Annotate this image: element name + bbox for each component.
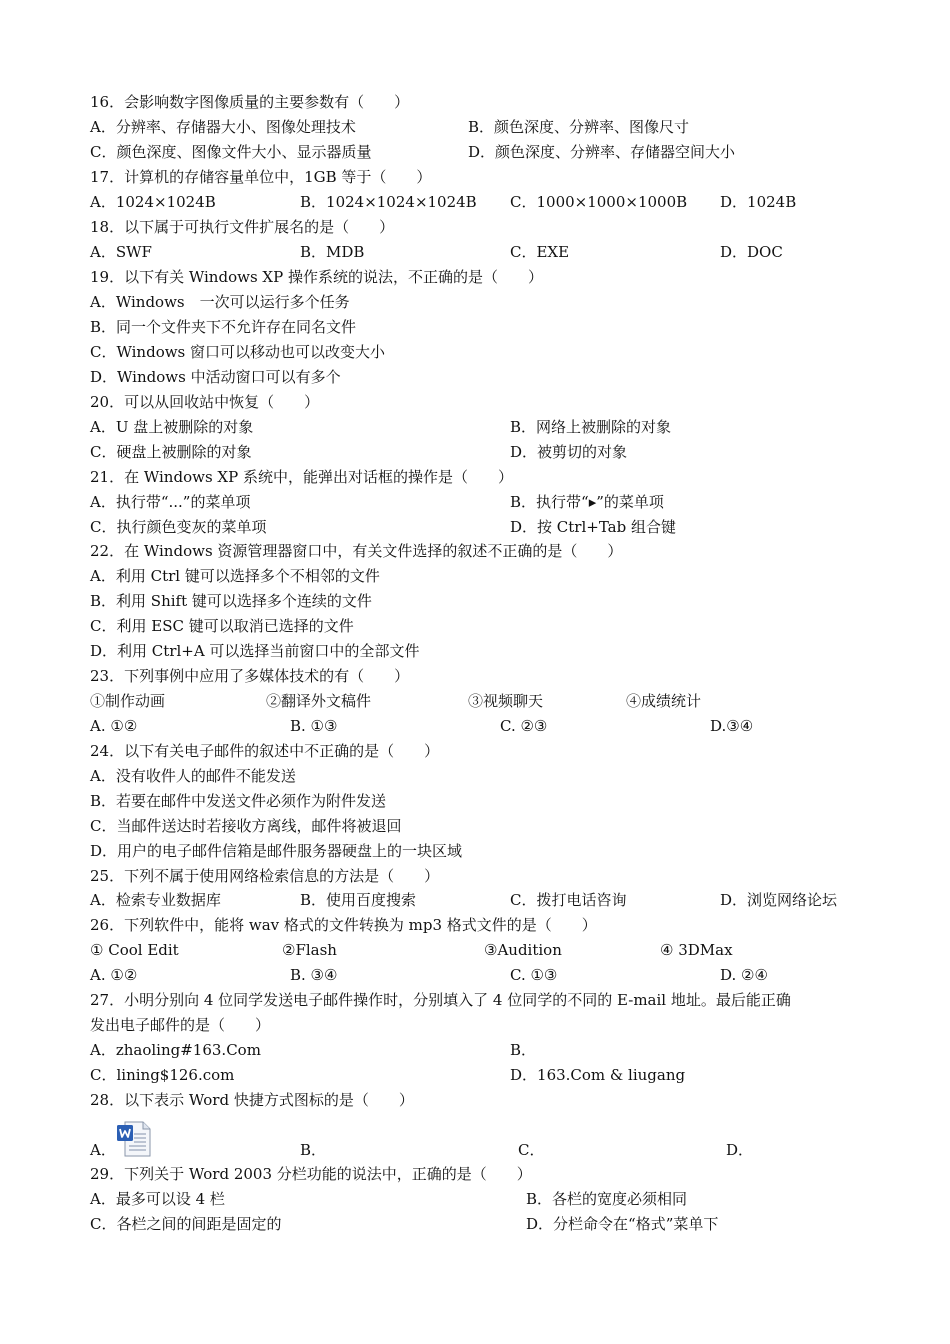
option-b: B．各栏的宽度必须相同 <box>526 1190 688 1208</box>
option-c: C. ②③ <box>500 717 548 735</box>
option-a: A．SWF <box>90 243 152 261</box>
question-25-row-1 <box>90 890 870 910</box>
word-document-icon <box>115 1120 153 1158</box>
question-19-stem: 19．以下有关 Windows XP 操作系统的说法，不正确的是（ ） <box>90 268 543 286</box>
question-23-stem: 23．下列事例中应用了多媒体技术的有（ ） <box>90 667 410 685</box>
option-a: A．执行带“...”的菜单项 <box>90 493 251 511</box>
question-27-stem-continued: 发出电子邮件的是（ ） <box>90 1016 271 1034</box>
option-c: C. ①③ <box>510 966 558 984</box>
option-d: D．Windows 中活动窗口可以有多个 <box>90 368 341 386</box>
option-b: B． <box>300 1141 327 1159</box>
option-c: C．lining$126.com <box>90 1066 235 1084</box>
option-a: A．分辨率、存储器大小、图像处理技术 <box>90 118 356 136</box>
question-23-options <box>90 716 870 736</box>
question-16-row-2 <box>90 142 870 162</box>
option-c: C．硬盘上被删除的对象 <box>90 443 252 461</box>
option-b: B. ③④ <box>290 966 338 984</box>
question-18-row-1 <box>90 242 870 262</box>
option-c: C．拨打电话咨询 <box>510 891 627 909</box>
question-26-stem: 26．下列软件中，能将 wav 格式的文件转换为 mp3 格式文件的是（ ） <box>90 916 597 934</box>
item-2: ②翻译外文稿件 <box>266 692 372 710</box>
option-d: D．浏览网络论坛 <box>720 891 838 909</box>
option-a: A．zhaoling#163.Com <box>90 1041 261 1059</box>
option-c: C．EXE <box>510 243 570 261</box>
option-a: A. ①② <box>90 717 138 735</box>
item-1: ① Cool Edit <box>90 941 179 959</box>
option-d: D．利用 Ctrl+A 可以选择当前窗口中的全部文件 <box>90 642 420 660</box>
question-26-options <box>90 965 870 985</box>
option-d: D.③④ <box>710 717 754 735</box>
question-27-row-1 <box>90 1040 870 1060</box>
option-b: B．执行带“▸”的菜单项 <box>510 493 664 511</box>
option-a: A．1024×1024B <box>90 193 216 211</box>
question-22-stem: 22．在 Windows 资源管理器窗口中，有关文件选择的叙述不正确的是（ ） <box>90 542 623 560</box>
question-29-stem: 29．下列关于 Word 2003 分栏功能的说法中，正确的是（ ） <box>90 1165 532 1183</box>
question-18-stem: 18．以下属于可执行文件扩展名的是（ ） <box>90 218 395 236</box>
option-d: D．用户的电子邮件信箱是邮件服务器硬盘上的一块区域 <box>90 842 463 860</box>
item-3: ③Audition <box>484 941 562 959</box>
question-17-stem: 17．计算机的存储容量单位中，1GB 等于（ ） <box>90 168 432 186</box>
item-4: ④成绩统计 <box>626 692 702 710</box>
option-a: A．没有收件人的邮件不能发送 <box>90 767 296 785</box>
option-c: C．颜色深度、图像文件大小、显示器质量 <box>90 143 372 161</box>
item-1: ①制作动画 <box>90 692 166 710</box>
option-b: B．利用 Shift 键可以选择多个连续的文件 <box>90 592 372 610</box>
option-d: D．按 Ctrl+Tab 组合键 <box>510 518 676 536</box>
option-b: B．网络上被删除的对象 <box>510 418 672 436</box>
option-b: B．1024×1024×1024B <box>300 193 477 211</box>
option-d: D. ②④ <box>720 966 768 984</box>
question-29-row-2 <box>90 1214 870 1234</box>
option-b: B．若要在邮件中发送文件必须作为附件发送 <box>90 792 387 810</box>
option-d: D． <box>726 1141 754 1159</box>
question-17-row-1 <box>90 192 870 212</box>
question-16-row-1 <box>90 117 870 137</box>
question-21-row-2 <box>90 517 870 537</box>
option-c: C．执行颜色变灰的菜单项 <box>90 518 267 536</box>
option-a: A. ①② <box>90 966 138 984</box>
question-20-row-2 <box>90 442 870 462</box>
option-b: B．MDB <box>300 243 365 261</box>
option-a: A．利用 Ctrl 键可以选择多个不相邻的文件 <box>90 567 380 585</box>
question-24-stem: 24．以下有关电子邮件的叙述中不正确的是（ ） <box>90 742 440 760</box>
option-b: B． <box>510 1041 537 1059</box>
question-25-stem: 25．下列不属于使用网络检索信息的方法是（ ） <box>90 867 440 885</box>
question-26-items <box>90 940 870 960</box>
option-c: C．Windows 窗口可以移动也可以改变大小 <box>90 343 386 361</box>
question-28-row-1 <box>90 1140 870 1160</box>
question-20-row-1 <box>90 417 870 437</box>
option-d: D．163.Com & liugang <box>510 1066 686 1084</box>
question-28-stem: 28．以下表示 Word 快捷方式图标的是（ ） <box>90 1091 414 1109</box>
option-c: C．当邮件送达时若接收方离线，邮件将被退回 <box>90 817 402 835</box>
option-d: D．被剪切的对象 <box>510 443 628 461</box>
option-a: A． <box>90 1141 116 1159</box>
option-b: B. ①③ <box>290 717 338 735</box>
item-4: ④ 3DMax <box>660 941 733 959</box>
question-23-items <box>90 691 870 711</box>
question-29-row-1 <box>90 1189 870 1209</box>
question-21-stem: 21．在 Windows XP 系统中，能弹出对话框的操作是（ ） <box>90 468 513 486</box>
option-c: C．利用 ESC 键可以取消已选择的文件 <box>90 617 354 635</box>
question-27-row-2 <box>90 1065 870 1085</box>
option-a: A．U 盘上被删除的对象 <box>90 418 254 436</box>
option-d: D．分栏命令在“格式”菜单下 <box>526 1215 719 1233</box>
option-a: A．最多可以设 4 栏 <box>90 1190 225 1208</box>
option-c: C．1000×1000×1000B <box>510 193 688 211</box>
option-a: A．检索专业数据库 <box>90 891 221 909</box>
question-27-stem: 27．小明分别向 4 位同学发送电子邮件操作时，分别填入了 4 位同学的不同的 E-mail 地址。最后能正确 <box>90 991 791 1009</box>
question-20-stem: 20．可以从回收站中恢复（ ） <box>90 393 320 411</box>
option-b: B．使用百度搜索 <box>300 891 417 909</box>
item-3: ③视频聊天 <box>468 692 544 710</box>
option-a: A．Windows 一次可以运行多个任务 <box>90 293 350 311</box>
option-c: C． <box>518 1141 545 1159</box>
option-b: B．颜色深度、分辨率、图像尺寸 <box>468 118 690 136</box>
option-d: D．颜色深度、分辨率、存储器空间大小 <box>468 143 736 161</box>
item-2: ②Flash <box>282 941 337 959</box>
option-b: B．同一个文件夹下不允许存在同名文件 <box>90 318 357 336</box>
option-d: D．1024B <box>720 193 797 211</box>
question-16-stem: 16．会影响数字图像质量的主要参数有（ ） <box>90 93 410 111</box>
question-21-row-1 <box>90 492 870 512</box>
option-d: D．DOC <box>720 243 783 261</box>
option-c: C．各栏之间的间距是固定的 <box>90 1215 282 1233</box>
